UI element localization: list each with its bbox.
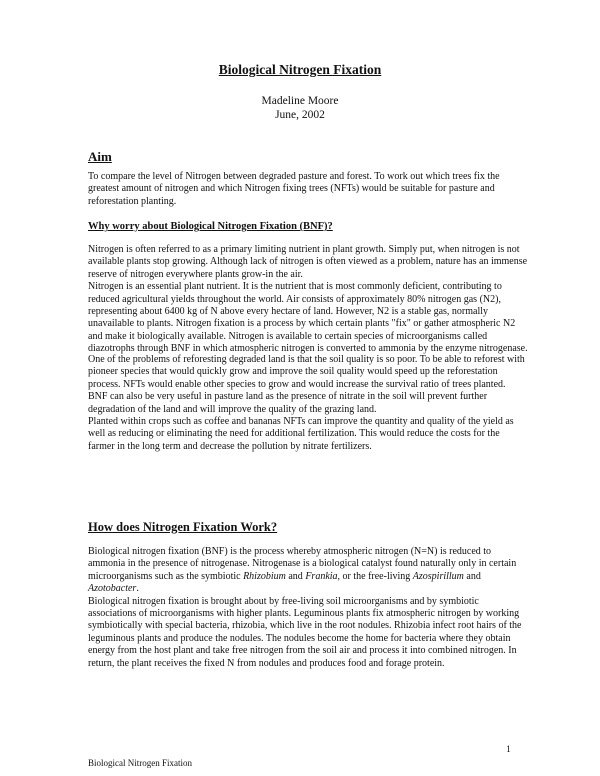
aim-text: To compare the level of Nitrogen between degraded pasture and forest. To work out which trees fix the greatest amount of nitrogen and which Nitrogen fixing trees (NFTs) would be suitable for pasture and reforestation planting.: [88, 171, 500, 207]
document-date: June, 2002: [275, 109, 325, 121]
aim-paragraph: [88, 171, 528, 208]
why-paragraph-2: Nitrogen is an essential plant nutrient. It is the nutrient that is most commonly deficient, contributing to reduced agricultural yields throughout the world. Air consists of approximately 80% nitrogen gas (N2), representing about 6400 kg of N above every hectare of land. However, N2 is a stable gas, normally unavailable to plants. Nitrogen fixation is a process by which certain plants "fix" or gather atmospheric N2 and make it biologically available. Nitrogen is available to certain species of microorganisms called diazotrophs through BNF in which atmospheric nitrogen is converted to ammonia by the enzyme nitrogenase.: [88, 281, 528, 355]
how-p1-text-b: or the free-living: [340, 570, 413, 582]
azospirillum-term: Azospirillum: [412, 570, 464, 582]
why-paragraph-3: One of the problems of reforesting degraded land is that the soil quality is so poor. To be able to reforest with pioneer species that would quickly grow and improve the soil quality would speed up the reforestation process. NFTs would enable other species to grow and would increase the survival ratio of trees planted.: [88, 354, 525, 390]
document-title: Biological Nitrogen Fixation: [218, 62, 382, 77]
reforestation-section-body: [88, 354, 528, 453]
how-paragraph-1: [88, 546, 528, 596]
how-p1-and-2: and: [463, 570, 481, 582]
author-block: [0, 94, 600, 122]
frankia-term: Frankia,: [305, 570, 341, 582]
how-p1-text-a: Biological nitrogen fixation (BNF) is the process whereby atmospheric nitrogen (N=N) is reduced to ammonia in the presence of nitrogenase. Nitrogenase is a biological catalyst found naturally only in certain microorganisms such as the symbiotic: [88, 546, 517, 582]
why-section-body: [88, 244, 528, 356]
why-paragraph-1: Nitrogen is often referred to as a primary limiting nutrient in plant growth. Simply put, when nitrogen is not available plants stop growing. Although lack of nitrogen is often viewed as a problem, nature has an immense reserve of nitrogen everywhere plants grow-in the air.: [88, 244, 528, 280]
how-p1-end: .: [136, 583, 139, 595]
aim-heading: Aim: [88, 149, 112, 164]
page-number: 1: [506, 745, 511, 755]
how-heading: How does Nitrogen Fixation Work?: [88, 520, 278, 534]
how-p1-and-1: and: [285, 570, 306, 582]
azotobacter-term: Azotobacter: [88, 583, 137, 595]
page-footer: Biological Nitrogen Fixation: [88, 758, 192, 768]
how-section-body: [88, 546, 528, 670]
why-paragraph-4: BNF can also be very useful in pasture land as the presence of nitrate in the soil will prevent further degradation of the land and will improve the quality of the grazing land.: [88, 391, 488, 415]
why-paragraph-5: Planted within crops such as coffee and bananas NFTs can improve the quantity and quality of the yield as well as reducing or eliminating the need for additional fertilization. This would reduce the costs for the farmer in the long term and decrease the pollution by nitrate fertilizers.: [88, 416, 514, 452]
rhizobium-term: Rhizobium: [243, 570, 286, 582]
how-paragraph-2: Biological nitrogen fixation is brought about by free-living soil microorganisms and by symbiotic associations of microorganisms with higher plants. Leguminous plants fix atmospheric nitrogen by working symbiotically with special bacteria, rhizobia, which live in the root nodules. Rhizobia infect root hairs of the leguminous plants and produce the nodules. The nodules become the home for bacteria where they obtain energy from the host plant and take free nitrogen from the soil air and process it into combined nitrogen. In return, the plant receives the fixed N from nodules and produces food and forage protein.: [88, 595, 522, 669]
why-heading: Why worry about Biological Nitrogen Fixation (BNF)?: [88, 221, 333, 232]
author-name: Madeline Moore: [261, 95, 339, 107]
